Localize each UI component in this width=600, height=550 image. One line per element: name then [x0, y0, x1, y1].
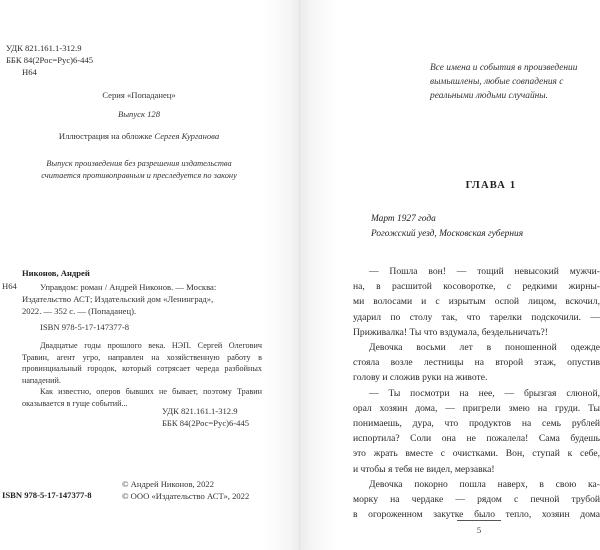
copyright-notices: [122, 478, 249, 502]
warning-line-2: считается противоправным и преследуется по закону: [41, 171, 237, 180]
author-mark-inline: Н64: [2, 281, 17, 291]
body-line: это жрать вместе с очистками. Вон, ступай к себе,: [353, 448, 600, 460]
chapter-dateline: [371, 212, 523, 242]
isbn-bold: ISBN 978-5-17-147377-8: [2, 490, 92, 500]
bibliographic-record: [22, 281, 262, 317]
annotation-paragraph: Двадцатые годы прошлого века. НЭП. Сергей Олегович Травин, агент угро, направлен на хозяйственную работу в провинциальный городок, который сотрясает череда разбойных нападений.: [22, 341, 262, 385]
classification-codes-bottom: [162, 405, 249, 429]
chapter-title: ГЛАВА 1: [465, 180, 517, 191]
dateline-date: Март 1927 года: [371, 214, 436, 224]
book-annotation: [22, 340, 262, 409]
body-line: морку на чердаке — рядом с печной трубой: [353, 494, 600, 506]
illustration-artist: Сергея Курганова: [154, 131, 220, 141]
illustration-credit: [0, 131, 278, 141]
body-line: понимаешь, дура, что продуктов на семь рублей: [353, 418, 600, 430]
body-line: ударил по столу так, что тарелки подскочили. —: [353, 311, 600, 323]
body-line: орал хозяин дома, — пригрели змею на груди. Ты: [353, 402, 600, 414]
author-mark: Н64: [22, 67, 37, 77]
copyright-publisher: © ООО «Издательство АСТ», 2022: [122, 491, 250, 501]
footer-rule: [457, 520, 501, 521]
body-line: стояла возле лестницы на второй этаж, опустив: [353, 357, 600, 369]
classification-codes-top: [6, 42, 93, 78]
disclaimer-epigraph: Все имена и события в произведении вымышлены, любые совпадения с реальными людьми случайны.: [430, 63, 578, 101]
dateline-place: Рогожский уезд, Московская губерния: [371, 229, 524, 239]
copyright-author: © Андрей Никонов, 2022: [122, 479, 214, 489]
author-heading: Никонов, Андрей: [22, 268, 90, 278]
illustration-credit-prefix: Иллюстрация на обложке: [58, 131, 155, 141]
chapter-body-text: [353, 264, 600, 522]
body-line: ми волосами и с изрытым оспой лицом, вскочил,: [353, 296, 600, 308]
warning-line-1: Выпуск произведения без разрешения издательства: [46, 159, 232, 168]
udk-code: УДК 821.161.1-312.9: [162, 406, 238, 416]
body-line: на, в расшитой косоворотке, с редкими жирны-: [353, 281, 600, 293]
body-line: голову и сложив руки на животе.: [353, 372, 488, 384]
issue-number: Выпуск 128: [117, 109, 161, 119]
body-line: Девочка восьми лет в поношенной одежде: [369, 342, 600, 354]
page-number: 5: [476, 525, 482, 535]
body-line: Девочка покорно пошла наверх, в свою ка-: [369, 478, 600, 490]
annotation-paragraph: Как известно, оперов бывших не бывает, поэтому Травин оказывается в гуще событий...: [22, 387, 262, 408]
isbn-inline: ISBN 978-5-17-147377-8: [40, 322, 130, 332]
series-title: Серия «Попаданец»: [102, 90, 176, 100]
body-line: и чтобы я тебя не видел, мерзавка!: [353, 463, 495, 475]
bbk-code: ББК 84(2Рос=Рус)6-445: [6, 55, 94, 65]
body-line: — Ты посмотри на нее, — брызгая слюной,: [369, 387, 600, 399]
page-gutter: [299, 0, 300, 550]
body-line: — Пошла вон! — тощий невысокий мужчи-: [369, 266, 600, 277]
copyright-warning: [0, 158, 278, 182]
body-line: испортила? Соли она не пожалела! Сама будешь: [353, 433, 600, 445]
biblio-line: 2022. — 352 с. — (Попаданец).: [22, 306, 137, 316]
bbk-code: ББК 84(2Рос=Рус)6-445: [162, 418, 250, 428]
biblio-line: Управдом: роман / Андрей Никонов. — Москва:: [40, 282, 217, 292]
body-line: в огороженном закутке было тепло, хозяин дома: [353, 509, 600, 521]
biblio-line: Издательство АСТ; Издательский дом «Ленинград»,: [22, 294, 214, 304]
body-line: Приживалка! Ты что вздумала, бездельничать?!: [353, 326, 548, 338]
udk-code: УДК 821.161.1-312.9: [6, 43, 82, 53]
